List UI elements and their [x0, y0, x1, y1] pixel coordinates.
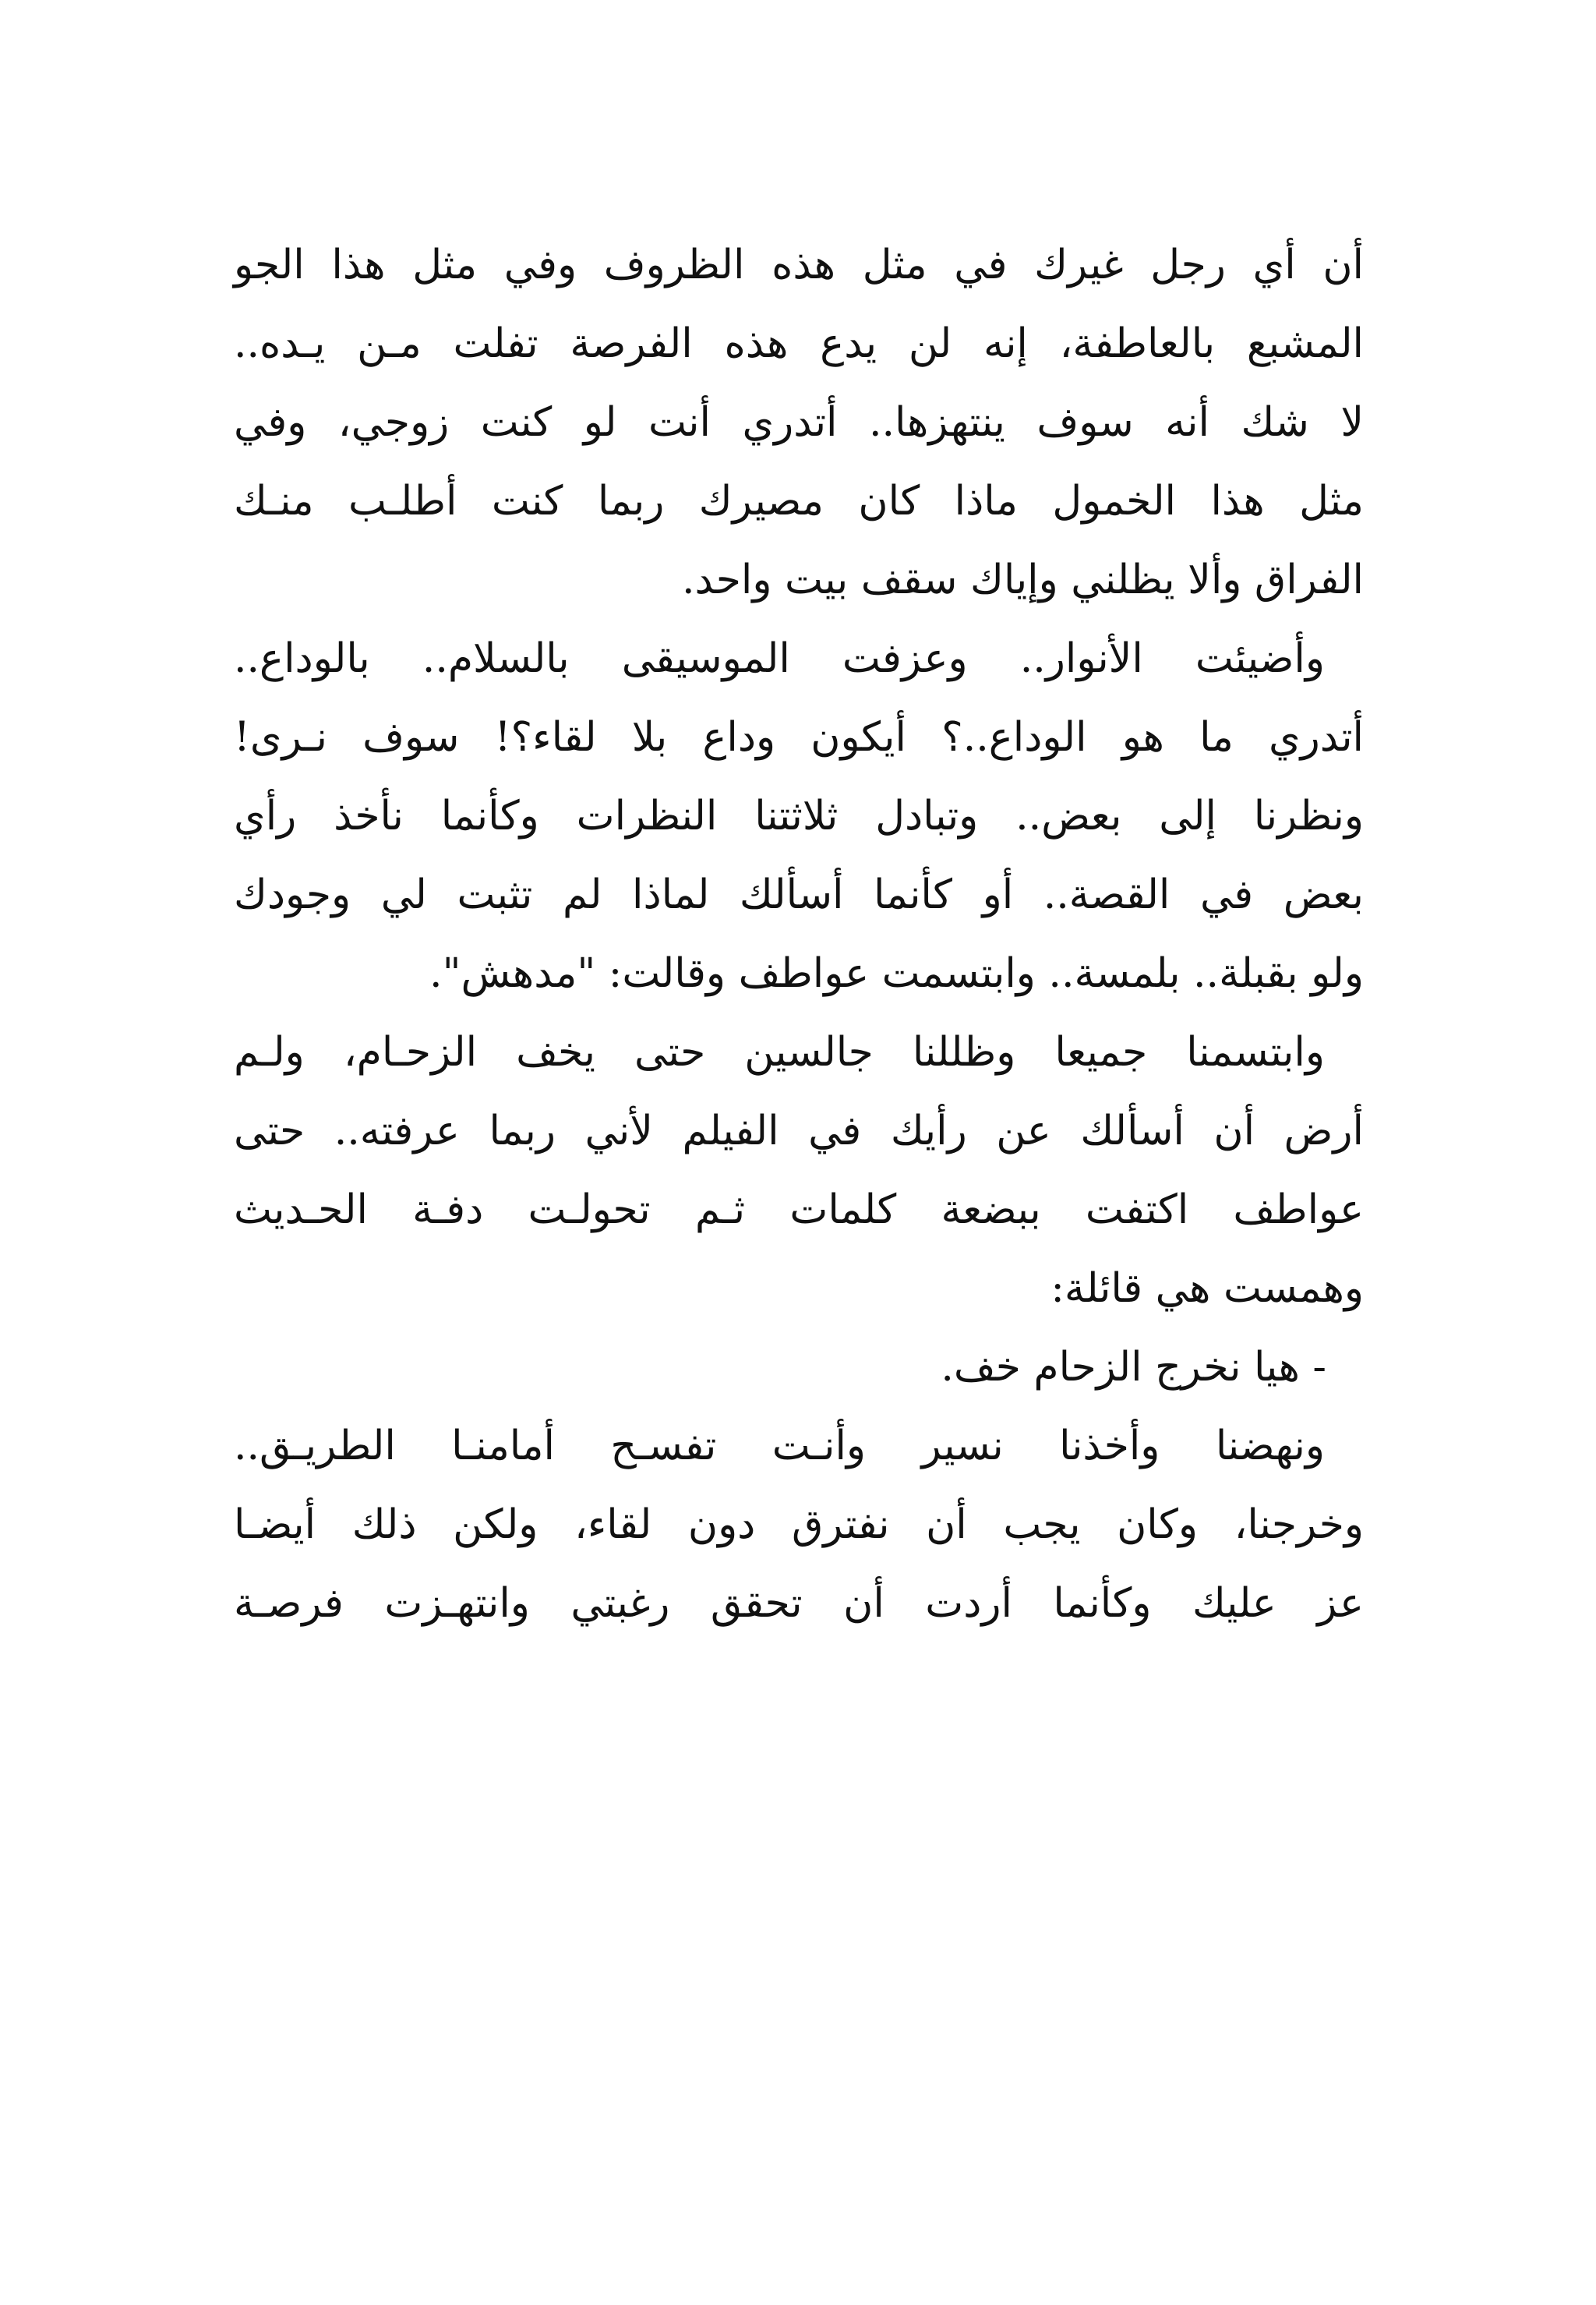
text-line: وابتسمنا جميعا وظللنا جالسين حتى يخف الزحـام، ولـم [234, 1029, 1325, 1076]
text-line: ونهضنا وأخذنا نسير وأنـت تفسـح أمامنـا الطريـق.. [234, 1423, 1325, 1469]
text-line: المشبع بالعاطفة، إنه لن يدع هذه الفرصة تفلت مـن يـده.. [234, 320, 1364, 367]
text-line: وأضيئت الأنوار.. وعزفت الموسيقى بالسلام.. بالوداع.. [234, 635, 1325, 682]
text-line: وهمست هي قائلة: [1050, 1265, 1364, 1312]
text-line: لا شك أنه سوف ينتهزها.. أتدري أنت لو كنت زوجي، وفي [234, 399, 1364, 446]
text-line: وخرجنا، وكان يجب أن نفترق دون لقاء، ولكن ذلك أيضـا [234, 1501, 1364, 1548]
text-line: ولو بقبلة.. بلمسة.. وابتسمت عواطف وقالت: "مدهش". [429, 950, 1364, 997]
dash-list-item: - هيا نخرج الزحام خف. [941, 1344, 1326, 1391]
text-line: بعض في القصة.. أو كأنما أسألك لماذا لم تثبت لي وجودك [234, 871, 1364, 918]
text-line: عز عليك وكأنما أردت أن تحقق رغبتي وانتهـزت فرصـة [234, 1580, 1364, 1627]
text-line: أرض أن أسألك عن رأيك في الفيلم لأني ربما عرفته.. حتى [234, 1108, 1364, 1154]
body-text [234, 226, 1364, 1643]
text-line: الفراق وألا يظلني وإياك سقف بيت واحد. [681, 557, 1364, 603]
text-line: عواطف اكتفت ببضعة كلمات ثـم تحولـت دفـة الحـديث [234, 1186, 1364, 1233]
text-line: أن أي رجل غيرك في مثل هذه الظروف وفي مثل هذا الجو [234, 242, 1364, 288]
text-line: ونظرنا إلى بعض.. وتبادل ثلاثتنا النظرات وكأنما نأخذ رأي [234, 793, 1364, 840]
text-line: أتدري ما هو الوداع..؟ أيكون وداع بلا لقاء؟! سوف نـرى! [234, 714, 1364, 761]
text-line: مثل هذا الخمول ماذا كان مصيرك ربما كنت أطلـب منـك [234, 478, 1365, 525]
